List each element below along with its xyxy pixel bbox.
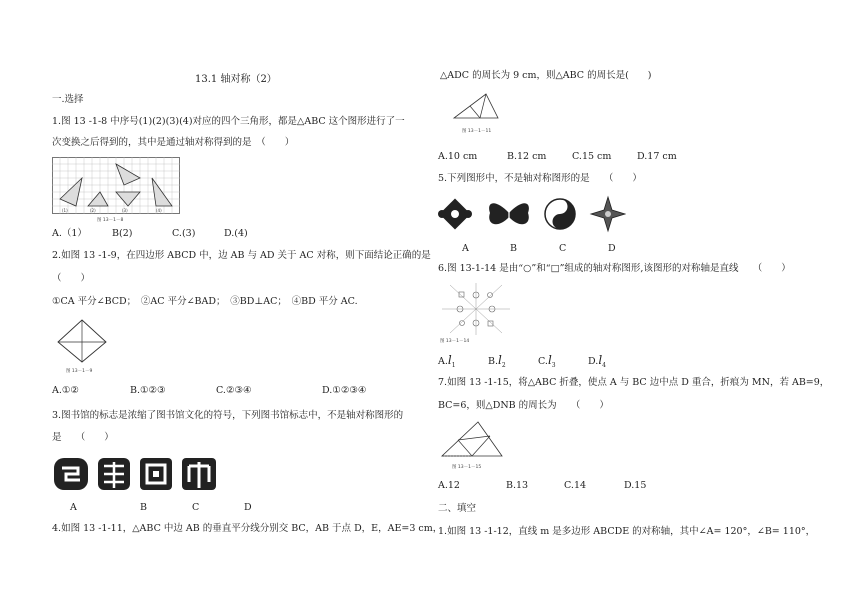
q2-text-line2: （ ） <box>52 273 91 284</box>
q5-option-d[interactable]: D <box>608 243 616 254</box>
q7-figure-caption: 图 13－1－15 <box>452 465 482 470</box>
q7-text-line2: BC=6，则△DNB 的周长为 （ ） <box>438 400 609 411</box>
q3-option-d[interactable]: D <box>244 502 252 513</box>
q4-triangle-figure <box>450 88 514 136</box>
q2-option-c[interactable]: C.②③④ <box>216 385 252 396</box>
q1-text-line1: 1.图 13 -1-8 中序号(1)(2)(3)(4)对应的四个三角形，都是△ABC 这个图形进行了一 <box>52 116 405 127</box>
library-logo-d <box>182 458 216 490</box>
q1-text-line2: 次变换之后得到的，其中是通过轴对称得到的是 （ ） <box>52 137 295 148</box>
q5-text-line1: 5.下列图形中，不是轴对称图形的是 （ ） <box>438 173 642 184</box>
q2-option-b[interactable]: B.①②③ <box>130 385 166 396</box>
q3-text-line1: 3.图书馆的标志是浓缩了图书馆文化的符号，下列图书馆标志中，不是轴对称图形的 <box>52 410 404 421</box>
compass-star-icon <box>591 197 625 231</box>
q3-library-logos <box>52 454 222 496</box>
q7-option-b[interactable]: B.13 <box>506 480 529 491</box>
q7-option-c[interactable]: C.14 <box>564 480 587 491</box>
q4-figure-caption: 图 13－1－11 <box>462 129 492 134</box>
triangle-abc <box>116 164 140 185</box>
yin-yang-icon <box>545 199 575 229</box>
q2-text-line3: ①CA 平分∠BCD； ②AC 平分∠BAD； ③BD⊥AC； ④BD 平分 AC. <box>52 296 358 307</box>
q5-option-a[interactable]: A <box>462 243 469 254</box>
right-column <box>430 0 860 608</box>
q6-text-line1: 6.图 13-1-14 是由“○”和“□”组成的轴对称图形,该图形的对称轴是直线 （ ） <box>438 263 791 274</box>
q3-option-b[interactable]: B <box>140 502 147 513</box>
q7-option-d[interactable]: D.15 <box>624 480 647 491</box>
fig-label-2: (2) <box>90 208 96 213</box>
q4-text-line2: △ADC 的周长为 9 cm，则△ABC 的周长是( ) <box>440 70 652 81</box>
q6-option-c[interactable]: $C.l_3$ <box>538 353 556 369</box>
fig-label-3: (3) <box>122 208 128 213</box>
q3-text-line2: 是 （ ） <box>52 432 114 443</box>
q1-option-d[interactable]: D.(4) <box>224 228 248 239</box>
triangle-abc <box>442 422 502 456</box>
q1-figure-caption: 图 13－1－8 <box>97 218 124 223</box>
q3-option-a[interactable]: A <box>70 502 77 513</box>
q5-option-b[interactable]: B <box>510 243 517 254</box>
q2-figure-caption: 图 13－1－9 <box>66 369 93 374</box>
q4-text-line1: 4.如图 13 -1-11，△ABC 中边 AB 的垂直平分线分别交 BC，AB 于点 D，E，AE=3 cm， <box>52 523 443 534</box>
fig-label-1: (1) <box>62 208 68 213</box>
q1-option-b[interactable]: B(2) <box>112 228 133 239</box>
q6-figure-caption: 图 13－1－14 <box>440 339 470 344</box>
q4-option-b[interactable]: B.12 cm <box>507 151 547 162</box>
q1-grid-figure <box>52 157 180 223</box>
section-fill-heading: 二、填空 <box>438 503 477 514</box>
section-choice-heading: 一.选择 <box>52 94 84 105</box>
library-logo-b <box>98 458 130 490</box>
library-logo-a <box>54 458 88 490</box>
q2-option-a[interactable]: A.①② <box>52 385 79 396</box>
worksheet-title: 13.1 轴对称（2） <box>195 74 277 85</box>
q7-folding-figure <box>438 418 510 472</box>
f1-text-line1: 1.如图 13 -1-12，直线 m 是多边形 ABCDE 的对称轴，其中∠A= 120°，∠B= 110°， <box>438 526 816 537</box>
triangle-abc <box>454 94 498 118</box>
q7-option-a[interactable]: A.12 <box>438 480 460 491</box>
q4-option-d[interactable]: D.17 cm <box>637 151 677 162</box>
library-logo-c <box>140 458 172 490</box>
q1-option-c[interactable]: C.(3) <box>172 228 196 239</box>
q6-symmetry-figure <box>438 281 514 345</box>
q6-option-b[interactable]: $B.l_2$ <box>488 353 506 369</box>
q4-option-a[interactable]: A.10 cm <box>438 151 478 162</box>
q5-option-c[interactable]: C <box>559 243 567 254</box>
fig-label-4: (4) <box>156 208 162 213</box>
q1-option-a[interactable]: A.（1） <box>52 228 87 239</box>
perpendicular-bisector <box>470 106 480 118</box>
q6-option-d[interactable]: $D.l_4$ <box>588 353 606 369</box>
axis-lines <box>442 283 510 335</box>
segment-nd <box>472 436 490 456</box>
q3-option-c[interactable]: C <box>192 502 200 513</box>
q2-kite-figure <box>52 316 112 374</box>
q7-text-line1: 7.如图 13 -1-15，将△ABC 折叠，使点 A 与 BC 边中点 D 重合，折痕为 MN，若 AB=9， <box>438 377 830 388</box>
q2-text-line1: 2.如图 13 -1-9，在四边形 ABCD 中，边 AB 与 AD 关于 AC 对称，则下面结论正确的是 <box>52 250 431 261</box>
q2-option-d[interactable]: D.①②③④ <box>322 385 367 396</box>
butterfly-icon <box>489 203 529 229</box>
chinese-knot-icon <box>438 198 472 229</box>
q6-option-a[interactable]: $A.l_1$ <box>438 353 456 369</box>
q5-symbols <box>436 195 626 235</box>
q4-option-c[interactable]: C.15 cm <box>572 151 612 162</box>
segment-md <box>458 440 472 456</box>
